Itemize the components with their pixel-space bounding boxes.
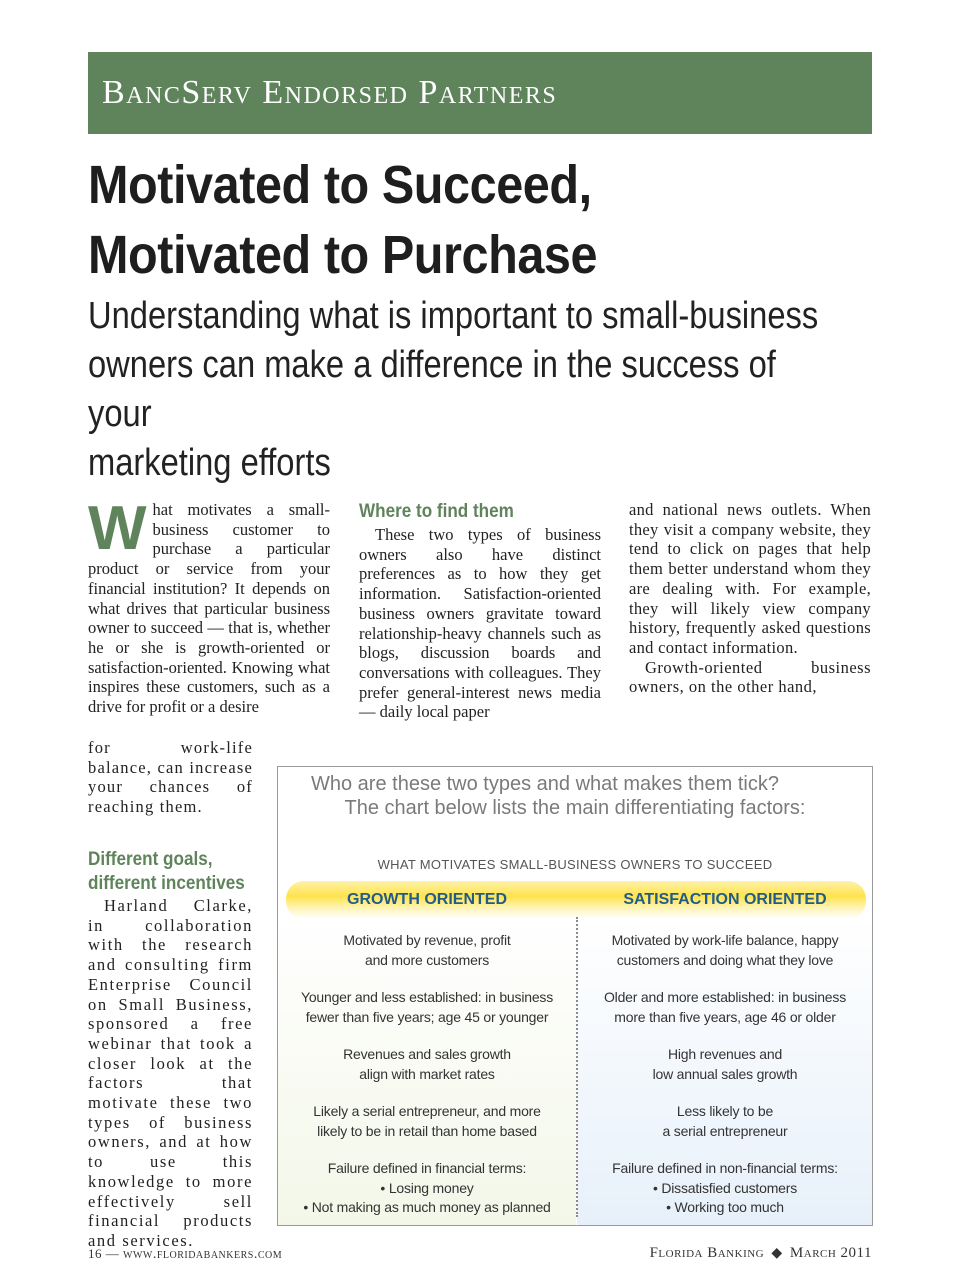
growth-cell bbox=[278, 988, 576, 1027]
cell-line: and more customers bbox=[364, 951, 489, 968]
heading-line-1: Different goals, bbox=[88, 849, 213, 870]
satisfaction-cell bbox=[576, 1045, 873, 1084]
comparison-figure bbox=[277, 766, 873, 1226]
section-banner bbox=[88, 52, 872, 134]
heading-line-2: different incentives bbox=[88, 873, 245, 894]
cell-line: low annual sales growth bbox=[652, 1065, 798, 1082]
cell-line: more than five years, age 46 or older bbox=[614, 1008, 836, 1025]
paragraph: Growth-oriented business owners, on the other hand, bbox=[629, 657, 871, 697]
page-footer-right bbox=[650, 1245, 872, 1262]
section-body: These two types of business owners also have distinct preferences as to how they get information. Satisfaction-oriented business owners gravitate toward relationship-heavy channels such as blogs, discussion boards and conversations with colleagues. They prefer general-interest news media — daily local paper bbox=[359, 525, 601, 722]
figure-question-line-1: Who are these two types and what makes them tick? bbox=[311, 773, 779, 795]
cell-line: Motivated by work-life balance, happy bbox=[611, 932, 839, 948]
cell-line: Failure defined in financial terms: bbox=[327, 1160, 527, 1176]
cell-line: fewer than five years; age 45 or younger bbox=[305, 1008, 549, 1025]
publication-name: Florida Banking bbox=[649, 1245, 765, 1261]
growth-cell bbox=[278, 931, 576, 970]
banner-text: BancServ Endorsed Partners bbox=[102, 74, 558, 111]
article-title bbox=[88, 150, 808, 290]
cell-line: a serial entrepreneur bbox=[662, 1122, 788, 1139]
column-three bbox=[629, 500, 871, 697]
cell-line: • Not making as much money as planned bbox=[303, 1199, 551, 1215]
intro-text-continued: for work-life balance, can increase your chances of reaching them. bbox=[88, 738, 253, 817]
satisfaction-cell bbox=[576, 1102, 873, 1141]
satisfaction-oriented-title: SATISFACTION ORIENTED bbox=[623, 891, 827, 908]
section-different-goals bbox=[88, 848, 253, 1251]
satisfaction-cell bbox=[576, 1159, 873, 1218]
growth-cell bbox=[278, 1159, 576, 1218]
figure-question-line-2: The chart below lists the main differentiating factors: bbox=[344, 797, 806, 819]
issue-date: March 2011 bbox=[789, 1245, 872, 1261]
cell-line: • Working too much bbox=[666, 1199, 784, 1215]
section-heading: Where to find them bbox=[359, 501, 514, 522]
diamond-icon: ◆ bbox=[771, 1246, 783, 1261]
intro-text: hat motivates a small-business customer to purchase a particular product or service from your financial institution? It depends on what drives that particular business owner to succeed — that is, whether he or she is growth-oriented or satisfaction-oriented. Knowing what inspires these customers, such as a drive for profit or a desire bbox=[88, 500, 330, 717]
cell-line: Motivated by revenue, profit bbox=[343, 932, 511, 948]
cell-line: likely to be in retail than home based bbox=[317, 1122, 537, 1139]
paragraph: and national news outlets. When they visit a company website, they tend to click on pages that help them better understand whom they are dealing with. For example, they will likely view company history, frequently asked questions and contact information. bbox=[629, 500, 871, 657]
cell-line: Likely a serial entrepreneur, and more bbox=[313, 1103, 541, 1119]
cell-line: High revenues and bbox=[667, 1046, 783, 1062]
intro-paragraph-continued bbox=[88, 738, 253, 817]
subtitle-line-1: Understanding what is important to small-business bbox=[88, 295, 819, 337]
page-footer-left bbox=[88, 1246, 282, 1263]
satisfaction-cell bbox=[576, 988, 873, 1027]
section-body: Harland Clarke, in collaboration with the research and consulting firm Enterprise Council on Small Business, sponsored a free webinar that took a closer look at the factors that motivate these two types of business owners, and at how to use this knowledge to more effectively sell financial products and services. bbox=[88, 896, 253, 1250]
cell-line: • Losing money bbox=[380, 1179, 474, 1196]
footer-url[interactable]: www.floridabankers.com bbox=[123, 1247, 283, 1262]
cell-line: Older and more established: in business bbox=[603, 989, 846, 1005]
cell-line: align with market rates bbox=[359, 1065, 495, 1082]
title-line-1: Motivated to Succeed, bbox=[88, 155, 592, 215]
subtitle-line-3: marketing efforts bbox=[88, 442, 331, 484]
growth-cell bbox=[278, 1102, 576, 1141]
cell-line: Less likely to be bbox=[676, 1103, 774, 1119]
section-heading bbox=[88, 848, 245, 896]
intro-paragraph bbox=[88, 494, 330, 717]
cell-line: customers and doing what they love bbox=[616, 951, 834, 968]
growth-oriented-title: GROWTH ORIENTED bbox=[347, 891, 507, 908]
article-subtitle bbox=[88, 292, 828, 488]
drop-cap: W bbox=[88, 494, 147, 563]
growth-cell bbox=[278, 1045, 576, 1084]
figure-header: WHAT MOTIVATES SMALL-BUSINESS OWNERS TO SUCCEED bbox=[377, 857, 773, 872]
cell-line: Failure defined in non-financial terms: bbox=[612, 1160, 838, 1176]
cell-line: Younger and less established: in business bbox=[300, 989, 554, 1005]
section-where-to-find bbox=[359, 500, 601, 722]
satisfaction-cell bbox=[576, 931, 873, 970]
cell-line: Revenues and sales growth bbox=[343, 1046, 511, 1062]
page-number: 16 — bbox=[88, 1246, 120, 1261]
subtitle-line-2: owners can make a difference in the success of your bbox=[88, 344, 776, 435]
title-line-2: Motivated to Purchase bbox=[88, 225, 598, 285]
cell-line: • Dissatisfied customers bbox=[652, 1179, 798, 1196]
